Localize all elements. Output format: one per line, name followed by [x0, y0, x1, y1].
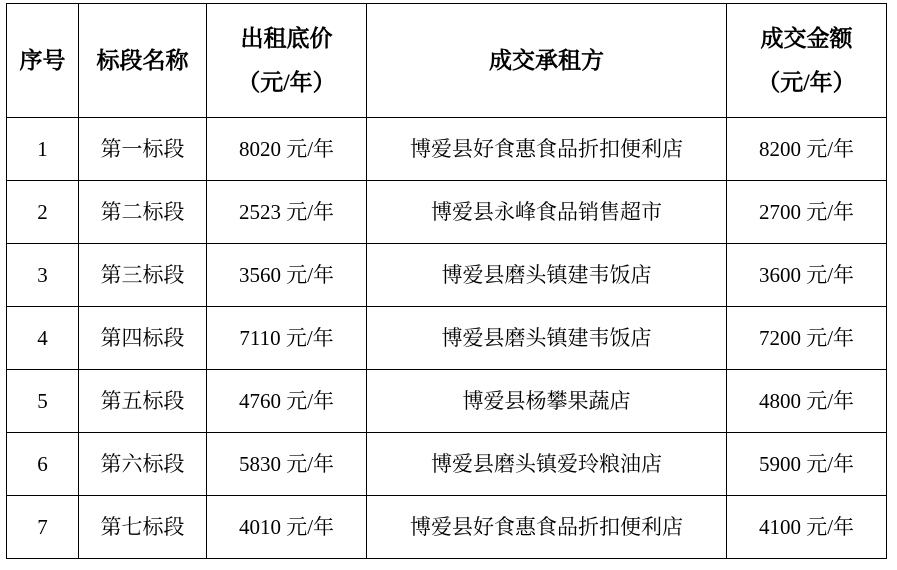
cell-tenant: 博爱县磨头镇爱玲粮油店 [367, 433, 727, 496]
table-header [7, 4, 887, 118]
cell-section: 第七标段 [79, 496, 207, 559]
cell-amount: 7200 元/年 [727, 307, 887, 370]
cell-seq: 2 [7, 181, 79, 244]
cell-price: 3560 元/年 [207, 244, 367, 307]
table-row [7, 307, 887, 370]
cell-seq: 5 [7, 370, 79, 433]
cell-price: 8020 元/年 [207, 118, 367, 181]
cell-section: 第三标段 [79, 244, 207, 307]
cell-section: 第五标段 [79, 370, 207, 433]
cell-seq: 6 [7, 433, 79, 496]
cell-seq: 7 [7, 496, 79, 559]
cell-tenant: 博爱县好食惠食品折扣便利店 [367, 496, 727, 559]
bid-results-table [6, 3, 887, 559]
column-header-amount-line2: （元/年） [757, 69, 856, 95]
cell-amount: 4100 元/年 [727, 496, 887, 559]
column-header-amount [727, 4, 887, 118]
table-row [7, 181, 887, 244]
column-header-price [207, 4, 367, 118]
table-row [7, 370, 887, 433]
table-row [7, 244, 887, 307]
cell-price: 4010 元/年 [207, 496, 367, 559]
cell-section: 第一标段 [79, 118, 207, 181]
cell-price: 5830 元/年 [207, 433, 367, 496]
column-header-price-line1: 出租底价 [240, 26, 333, 52]
cell-seq: 1 [7, 118, 79, 181]
document-page [0, 3, 897, 570]
cell-tenant: 博爱县杨攀果蔬店 [367, 370, 727, 433]
table-body [7, 118, 887, 559]
table-row [7, 118, 887, 181]
cell-amount: 2700 元/年 [727, 181, 887, 244]
table-row [7, 433, 887, 496]
cell-price: 2523 元/年 [207, 181, 367, 244]
cell-amount: 4800 元/年 [727, 370, 887, 433]
table-row [7, 496, 887, 559]
column-header-amount-line1: 成交金额 [760, 26, 853, 52]
column-header-tenant: 成交承租方 [367, 4, 727, 118]
cell-tenant: 博爱县磨头镇建韦饭店 [367, 244, 727, 307]
cell-amount: 5900 元/年 [727, 433, 887, 496]
cell-price: 4760 元/年 [207, 370, 367, 433]
column-header-section: 标段名称 [79, 4, 207, 118]
cell-amount: 3600 元/年 [727, 244, 887, 307]
cell-tenant: 博爱县磨头镇建韦饭店 [367, 307, 727, 370]
cell-tenant: 博爱县永峰食品销售超市 [367, 181, 727, 244]
cell-seq: 3 [7, 244, 79, 307]
cell-price: 7110 元/年 [207, 307, 367, 370]
cell-tenant: 博爱县好食惠食品折扣便利店 [367, 118, 727, 181]
column-header-price-line2: （元/年） [237, 69, 336, 95]
table-header-row [7, 4, 887, 118]
cell-amount: 8200 元/年 [727, 118, 887, 181]
cell-seq: 4 [7, 307, 79, 370]
column-header-seq: 序号 [7, 4, 79, 118]
cell-section: 第二标段 [79, 181, 207, 244]
cell-section: 第四标段 [79, 307, 207, 370]
cell-section: 第六标段 [79, 433, 207, 496]
